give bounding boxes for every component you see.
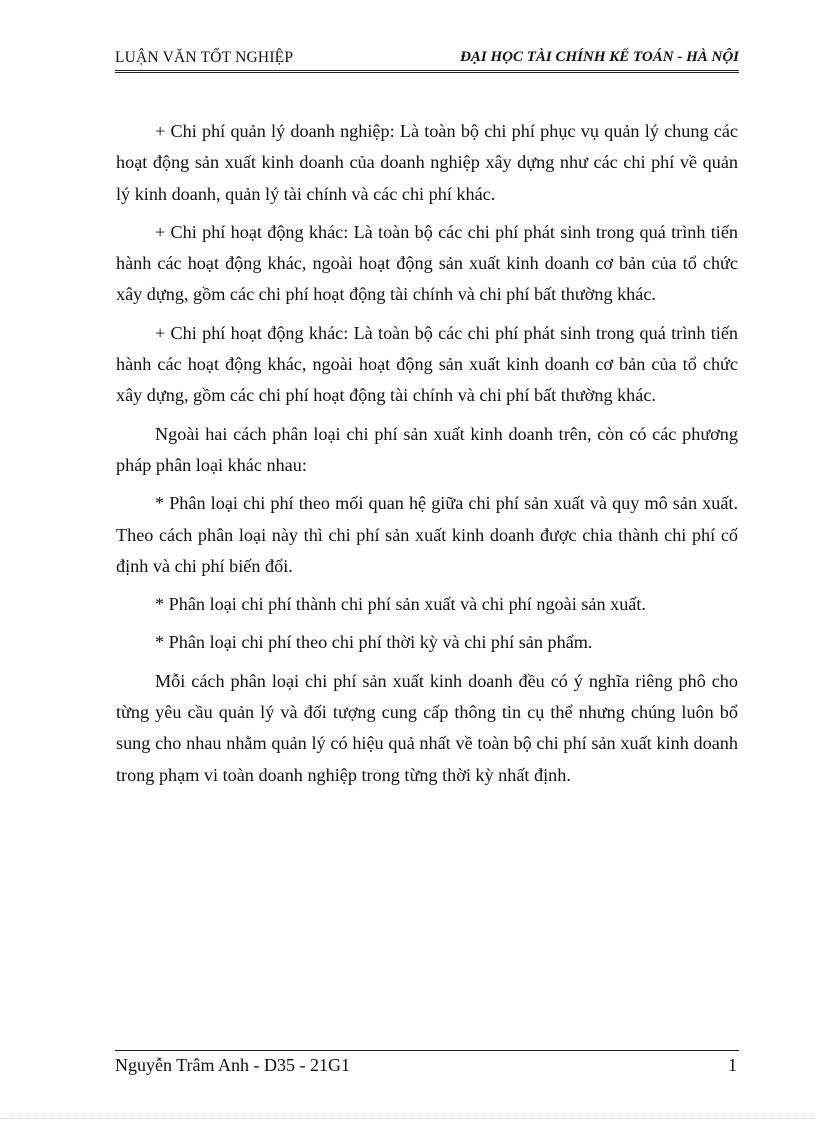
page-number: 1	[728, 1055, 737, 1075]
page-footer	[115, 1050, 739, 1075]
page-boundary-divider	[0, 1118, 816, 1119]
paragraph-other-activity-cost-repeat: + Chi phí hoạt động khác: Là toàn bộ các chi phí phát sinh trong quá trình tiến hành các hoạt động khác, ngoài hoạt động sản xuất kinh doanh cơ bản của tổ chức xây dựng, gồm các chi phí hoạt động tài chính và chi phí bất thường khác.	[116, 322, 738, 406]
header-university-label: ĐẠI HỌC TÀI CHÍNH KẾ TOÁN - HÀ NỘI	[460, 49, 739, 65]
header-thesis-label: LUẬN VĂN TỐT NGHIỆP	[115, 49, 294, 66]
page-header	[115, 48, 739, 73]
paragraph-other-activity-cost: + Chi phí hoạt động khác: Là toàn bộ các chi phí phát sinh trong quá trình tiến hành các hoạt động khác, ngoài hoạt động sản xuất kinh doanh cơ bản của tổ chức xây dựng, gồm các chi phí hoạt động tài chính và chi phí bất thường khác.	[116, 221, 738, 305]
paragraph-production-nonproduction: * Phân loại chi phí thành chi phí sản xuất và chi phí ngoài sản xuất.	[155, 594, 646, 615]
paragraph-fixed-variable-cost: * Phân loại chi phí theo mối quan hệ giữa chi phí sản xuất và quy mô sản xuất. Theo cách phân loại này thì chi phí sản xuất kinh doanh được chia thành chi phí cố định và chi phí biến đổi.	[116, 493, 738, 576]
paragraph-other-classifications: Ngoài hai cách phân loại chi phí sản xuất kinh doanh trên, còn có các phương pháp phân loại khác nhau:	[116, 423, 738, 475]
paragraph-management-cost: + Chi phí quản lý doanh nghiệp: Là toàn bộ chi phí phục vụ quản lý chung các hoạt động sản xuất kinh doanh của doanh nghiệp xây dựng như các chi phí về quản lý kinh doanh, quản lý tài chính và các chi phí khác.	[116, 121, 738, 204]
footer-author: Nguyễn Trâm Anh - D35 - 21G1	[115, 1055, 351, 1075]
paragraph-conclusion: Mỗi cách phân loại chi phí sản xuất kinh doanh đều có ý nghĩa riêng phô cho từng yêu cầu quản lý và đối tượng cung cấp thông tin cụ thể nhưng chúng luôn bổ sung cho nhau nhằm quản lý có hiệu quả nhất về toàn bộ chi phí sản xuất kinh doanh trong phạm vi toàn doanh nghiệp trong từng thời kỳ nhất định.	[116, 670, 738, 785]
document-body	[116, 116, 738, 798]
paragraph-period-product-cost: * Phân loại chi phí theo chi phí thời kỳ và chi phí sản phẩm.	[155, 632, 593, 653]
